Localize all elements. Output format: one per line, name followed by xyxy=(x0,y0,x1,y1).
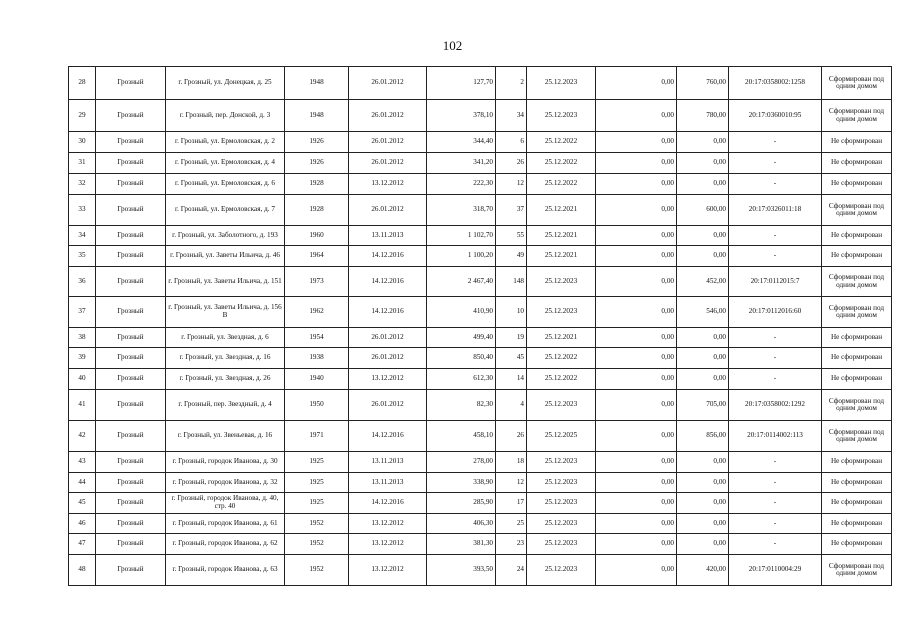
row-number: 45 xyxy=(69,493,96,514)
year-cell: 1960 xyxy=(285,226,349,246)
land-area-cell: 780,00 xyxy=(677,100,729,132)
registration-date-cell: 26.01.2012 xyxy=(349,328,427,348)
cadastral-number-cell: 20:17:0112016:60 xyxy=(729,297,822,328)
land-status-cell: Не сформирован xyxy=(822,132,892,153)
due-date-cell: 25.12.2022 xyxy=(527,174,596,195)
cadastral-number-cell: - xyxy=(729,514,822,534)
cadastral-number-cell: 20:17:0110004:29 xyxy=(729,555,822,586)
value-cell: 0,00 xyxy=(596,267,677,297)
due-date-cell: 25.12.2023 xyxy=(527,267,596,297)
city-cell: Грозный xyxy=(96,369,166,390)
land-area-cell: 0,00 xyxy=(677,246,729,267)
land-status-cell: Сформирован под одним домом xyxy=(822,100,892,132)
area-cell: 410,90 xyxy=(427,297,496,328)
registration-date-cell: 14.12.2016 xyxy=(349,297,427,328)
area-cell: 344,40 xyxy=(427,132,496,153)
value-cell: 0,00 xyxy=(596,390,677,421)
due-date-cell: 25.12.2021 xyxy=(527,195,596,226)
count-cell: 37 xyxy=(496,195,527,226)
value-cell: 0,00 xyxy=(596,369,677,390)
count-cell: 18 xyxy=(496,452,527,473)
due-date-cell: 25.12.2023 xyxy=(527,390,596,421)
count-cell: 23 xyxy=(496,534,527,555)
table-row xyxy=(69,226,892,246)
count-cell: 26 xyxy=(496,153,527,174)
registration-date-cell: 14.12.2016 xyxy=(349,421,427,452)
value-cell: 0,00 xyxy=(596,452,677,473)
cadastral-number-cell: 20:17:0360010:95 xyxy=(729,100,822,132)
row-number: 47 xyxy=(69,534,96,555)
count-cell: 12 xyxy=(496,473,527,493)
registration-date-cell: 13.12.2012 xyxy=(349,514,427,534)
year-cell: 1925 xyxy=(285,493,349,514)
year-cell: 1926 xyxy=(285,132,349,153)
land-status-cell: Сформирован под одним домом xyxy=(822,555,892,586)
area-cell: 499,40 xyxy=(427,328,496,348)
area-cell: 612,30 xyxy=(427,369,496,390)
address-cell: г. Грозный, ул. Ермоловская, д. 6 xyxy=(166,174,285,195)
land-status-cell: Не сформирован xyxy=(822,174,892,195)
count-cell: 45 xyxy=(496,348,527,369)
land-area-cell: 0,00 xyxy=(677,174,729,195)
row-number: 37 xyxy=(69,297,96,328)
table-row xyxy=(69,195,892,226)
address-cell: г. Грозный, ул. Заболотного, д. 193 xyxy=(166,226,285,246)
land-area-cell: 0,00 xyxy=(677,452,729,473)
land-area-cell: 0,00 xyxy=(677,226,729,246)
year-cell: 1940 xyxy=(285,369,349,390)
area-cell: 338,90 xyxy=(427,473,496,493)
housing-registry-table xyxy=(68,66,892,586)
land-area-cell: 0,00 xyxy=(677,473,729,493)
area-cell: 127,70 xyxy=(427,67,496,100)
city-cell: Грозный xyxy=(96,534,166,555)
value-cell: 0,00 xyxy=(596,67,677,100)
count-cell: 24 xyxy=(496,555,527,586)
cadastral-number-cell: - xyxy=(729,452,822,473)
address-cell: г. Грозный, городок Иванова, д. 62 xyxy=(166,534,285,555)
table-row xyxy=(69,100,892,132)
cadastral-number-cell: - xyxy=(729,328,822,348)
value-cell: 0,00 xyxy=(596,153,677,174)
registration-date-cell: 13.12.2012 xyxy=(349,174,427,195)
land-status-cell: Не сформирован xyxy=(822,348,892,369)
city-cell: Грозный xyxy=(96,297,166,328)
land-status-cell: Не сформирован xyxy=(822,473,892,493)
row-number: 28 xyxy=(69,67,96,100)
registration-date-cell: 13.11.2013 xyxy=(349,473,427,493)
area-cell: 341,20 xyxy=(427,153,496,174)
count-cell: 12 xyxy=(496,174,527,195)
land-status-cell: Не сформирован xyxy=(822,534,892,555)
year-cell: 1973 xyxy=(285,267,349,297)
area-cell: 850,40 xyxy=(427,348,496,369)
registration-date-cell: 14.12.2016 xyxy=(349,493,427,514)
address-cell: г. Грозный, ул. Ермоловская, д. 4 xyxy=(166,153,285,174)
table-row xyxy=(69,555,892,586)
table-row xyxy=(69,348,892,369)
count-cell: 55 xyxy=(496,226,527,246)
cadastral-number-cell: 20:17:0326011:18 xyxy=(729,195,822,226)
address-cell: г. Грозный, городок Иванова, д. 61 xyxy=(166,514,285,534)
land-area-cell: 0,00 xyxy=(677,534,729,555)
table-row xyxy=(69,534,892,555)
value-cell: 0,00 xyxy=(596,174,677,195)
row-number: 43 xyxy=(69,452,96,473)
count-cell: 17 xyxy=(496,493,527,514)
cadastral-number-cell: - xyxy=(729,246,822,267)
area-cell: 2 467,40 xyxy=(427,267,496,297)
due-date-cell: 25.12.2023 xyxy=(527,534,596,555)
city-cell: Грозный xyxy=(96,348,166,369)
row-number: 44 xyxy=(69,473,96,493)
cadastral-number-cell: - xyxy=(729,348,822,369)
due-date-cell: 25.12.2021 xyxy=(527,226,596,246)
area-cell: 406,30 xyxy=(427,514,496,534)
city-cell: Грозный xyxy=(96,67,166,100)
due-date-cell: 25.12.2023 xyxy=(527,100,596,132)
count-cell: 49 xyxy=(496,246,527,267)
address-cell: г. Грозный, ул. Ермоловская, д. 2 xyxy=(166,132,285,153)
cadastral-number-cell: - xyxy=(729,369,822,390)
land-area-cell: 0,00 xyxy=(677,493,729,514)
land-area-cell: 0,00 xyxy=(677,369,729,390)
land-status-cell: Сформирован под одним домом xyxy=(822,390,892,421)
city-cell: Грозный xyxy=(96,132,166,153)
due-date-cell: 25.12.2021 xyxy=(527,246,596,267)
cadastral-number-cell: 20:17:0112015:7 xyxy=(729,267,822,297)
city-cell: Грозный xyxy=(96,195,166,226)
address-cell: г. Грозный, городок Иванова, д. 40, стр. 40 xyxy=(166,493,285,514)
area-cell: 285,90 xyxy=(427,493,496,514)
area-cell: 278,00 xyxy=(427,452,496,473)
address-cell: г. Грозный, городок Иванова, д. 30 xyxy=(166,452,285,473)
address-cell: г. Грозный, ул. Заветы Ильича, д. 151 xyxy=(166,267,285,297)
count-cell: 148 xyxy=(496,267,527,297)
city-cell: Грозный xyxy=(96,246,166,267)
value-cell: 0,00 xyxy=(596,421,677,452)
city-cell: Грозный xyxy=(96,390,166,421)
address-cell: г. Грозный, ул. Звездная, д. 26 xyxy=(166,369,285,390)
due-date-cell: 25.12.2023 xyxy=(527,473,596,493)
value-cell: 0,00 xyxy=(596,195,677,226)
table-row xyxy=(69,328,892,348)
year-cell: 1964 xyxy=(285,246,349,267)
land-status-cell: Не сформирован xyxy=(822,369,892,390)
city-cell: Грозный xyxy=(96,267,166,297)
address-cell: г. Грозный, ул. Донецкая, д. 25 xyxy=(166,67,285,100)
count-cell: 34 xyxy=(496,100,527,132)
cadastral-number-cell: - xyxy=(729,226,822,246)
city-cell: Грозный xyxy=(96,174,166,195)
table-row xyxy=(69,174,892,195)
address-cell: г. Грозный, городок Иванова, д. 32 xyxy=(166,473,285,493)
year-cell: 1948 xyxy=(285,100,349,132)
area-cell: 378,10 xyxy=(427,100,496,132)
land-area-cell: 760,00 xyxy=(677,67,729,100)
land-status-cell: Сформирован под одним домом xyxy=(822,67,892,100)
value-cell: 0,00 xyxy=(596,246,677,267)
due-date-cell: 25.12.2023 xyxy=(527,67,596,100)
row-number: 48 xyxy=(69,555,96,586)
land-status-cell: Не сформирован xyxy=(822,452,892,473)
land-status-cell: Не сформирован xyxy=(822,226,892,246)
land-status-cell: Не сформирован xyxy=(822,246,892,267)
due-date-cell: 25.12.2023 xyxy=(527,297,596,328)
year-cell: 1950 xyxy=(285,390,349,421)
land-status-cell: Сформирован под одним домом xyxy=(822,267,892,297)
table-row xyxy=(69,390,892,421)
value-cell: 0,00 xyxy=(596,493,677,514)
due-date-cell: 25.12.2021 xyxy=(527,328,596,348)
registration-date-cell: 13.11.2013 xyxy=(349,452,427,473)
due-date-cell: 25.12.2023 xyxy=(527,514,596,534)
registration-date-cell: 26.01.2012 xyxy=(349,348,427,369)
table-row xyxy=(69,132,892,153)
land-area-cell: 0,00 xyxy=(677,348,729,369)
due-date-cell: 25.12.2023 xyxy=(527,493,596,514)
value-cell: 0,00 xyxy=(596,514,677,534)
due-date-cell: 25.12.2022 xyxy=(527,348,596,369)
table-row xyxy=(69,421,892,452)
year-cell: 1928 xyxy=(285,174,349,195)
count-cell: 26 xyxy=(496,421,527,452)
city-cell: Грозный xyxy=(96,555,166,586)
year-cell: 1971 xyxy=(285,421,349,452)
year-cell: 1952 xyxy=(285,555,349,586)
city-cell: Грозный xyxy=(96,226,166,246)
cadastral-number-cell: 20:17:0358002:1258 xyxy=(729,67,822,100)
row-number: 33 xyxy=(69,195,96,226)
address-cell: г. Грозный, ул. Заветы Ильича, д. 46 xyxy=(166,246,285,267)
year-cell: 1926 xyxy=(285,153,349,174)
table-row xyxy=(69,369,892,390)
land-status-cell: Сформирован под одним домом xyxy=(822,297,892,328)
due-date-cell: 25.12.2022 xyxy=(527,153,596,174)
land-area-cell: 0,00 xyxy=(677,153,729,174)
table-row xyxy=(69,452,892,473)
address-cell: г. Грозный, ул. Заветы Ильича, д. 156 В xyxy=(166,297,285,328)
year-cell: 1962 xyxy=(285,297,349,328)
row-number: 41 xyxy=(69,390,96,421)
land-area-cell: 452,00 xyxy=(677,267,729,297)
land-area-cell: 0,00 xyxy=(677,514,729,534)
cadastral-number-cell: 20:17:0114002:113 xyxy=(729,421,822,452)
row-number: 36 xyxy=(69,267,96,297)
due-date-cell: 25.12.2023 xyxy=(527,452,596,473)
address-cell: г. Грозный, ул. Ермоловская, д. 7 xyxy=(166,195,285,226)
count-cell: 10 xyxy=(496,297,527,328)
count-cell: 4 xyxy=(496,390,527,421)
land-area-cell: 420,00 xyxy=(677,555,729,586)
year-cell: 1954 xyxy=(285,328,349,348)
area-cell: 222,30 xyxy=(427,174,496,195)
land-area-cell: 0,00 xyxy=(677,132,729,153)
land-area-cell: 600,00 xyxy=(677,195,729,226)
land-status-cell: Не сформирован xyxy=(822,328,892,348)
table-row xyxy=(69,473,892,493)
registration-date-cell: 26.01.2012 xyxy=(349,153,427,174)
value-cell: 0,00 xyxy=(596,100,677,132)
land-status-cell: Сформирован под одним домом xyxy=(822,195,892,226)
cadastral-number-cell: - xyxy=(729,153,822,174)
value-cell: 0,00 xyxy=(596,534,677,555)
row-number: 39 xyxy=(69,348,96,369)
cadastral-number-cell: - xyxy=(729,174,822,195)
row-number: 38 xyxy=(69,328,96,348)
area-cell: 82,30 xyxy=(427,390,496,421)
value-cell: 0,00 xyxy=(596,473,677,493)
area-cell: 1 100,20 xyxy=(427,246,496,267)
address-cell: г. Грозный, пер. Донской, д. 3 xyxy=(166,100,285,132)
value-cell: 0,00 xyxy=(596,328,677,348)
city-cell: Грозный xyxy=(96,514,166,534)
registration-date-cell: 26.01.2012 xyxy=(349,67,427,100)
city-cell: Грозный xyxy=(96,493,166,514)
row-number: 40 xyxy=(69,369,96,390)
address-cell: г. Грозный, пер. Звездный, д. 4 xyxy=(166,390,285,421)
count-cell: 25 xyxy=(496,514,527,534)
cadastral-number-cell: 20:17:0358002:1292 xyxy=(729,390,822,421)
registration-date-cell: 14.12.2016 xyxy=(349,267,427,297)
area-cell: 458,10 xyxy=(427,421,496,452)
cadastral-number-cell: - xyxy=(729,534,822,555)
land-area-cell: 705,00 xyxy=(677,390,729,421)
area-cell: 1 102,70 xyxy=(427,226,496,246)
row-number: 42 xyxy=(69,421,96,452)
count-cell: 19 xyxy=(496,328,527,348)
registry-body xyxy=(69,67,892,586)
count-cell: 14 xyxy=(496,369,527,390)
city-cell: Грозный xyxy=(96,452,166,473)
city-cell: Грозный xyxy=(96,421,166,452)
table-row xyxy=(69,514,892,534)
registration-date-cell: 26.01.2012 xyxy=(349,100,427,132)
row-number: 29 xyxy=(69,100,96,132)
registration-date-cell: 13.11.2013 xyxy=(349,226,427,246)
value-cell: 0,00 xyxy=(596,555,677,586)
year-cell: 1925 xyxy=(285,452,349,473)
value-cell: 0,00 xyxy=(596,297,677,328)
land-status-cell: Не сформирован xyxy=(822,153,892,174)
table-row xyxy=(69,493,892,514)
address-cell: г. Грозный, городок Иванова, д. 63 xyxy=(166,555,285,586)
registration-date-cell: 13.12.2012 xyxy=(349,555,427,586)
cadastral-number-cell: - xyxy=(729,473,822,493)
row-number: 34 xyxy=(69,226,96,246)
year-cell: 1938 xyxy=(285,348,349,369)
registration-date-cell: 26.01.2012 xyxy=(349,390,427,421)
due-date-cell: 25.12.2023 xyxy=(527,555,596,586)
table-row xyxy=(69,153,892,174)
value-cell: 0,00 xyxy=(596,348,677,369)
registration-date-cell: 14.12.2016 xyxy=(349,246,427,267)
land-status-cell: Сформирован под одним домом xyxy=(822,421,892,452)
land-status-cell: Не сформирован xyxy=(822,514,892,534)
city-cell: Грозный xyxy=(96,473,166,493)
row-number: 35 xyxy=(69,246,96,267)
year-cell: 1928 xyxy=(285,195,349,226)
due-date-cell: 25.12.2022 xyxy=(527,369,596,390)
city-cell: Грозный xyxy=(96,328,166,348)
address-cell: г. Грозный, ул. Звездная, д. 16 xyxy=(166,348,285,369)
land-area-cell: 856,00 xyxy=(677,421,729,452)
city-cell: Грозный xyxy=(96,100,166,132)
address-cell: г. Грозный, ул. Звездная, д. 6 xyxy=(166,328,285,348)
registration-date-cell: 13.12.2012 xyxy=(349,534,427,555)
table-row xyxy=(69,267,892,297)
year-cell: 1952 xyxy=(285,514,349,534)
value-cell: 0,00 xyxy=(596,226,677,246)
land-area-cell: 546,00 xyxy=(677,297,729,328)
year-cell: 1948 xyxy=(285,67,349,100)
area-cell: 381,30 xyxy=(427,534,496,555)
registration-date-cell: 26.01.2012 xyxy=(349,195,427,226)
land-area-cell: 0,00 xyxy=(677,328,729,348)
row-number: 46 xyxy=(69,514,96,534)
count-cell: 6 xyxy=(496,132,527,153)
table-row xyxy=(69,67,892,100)
city-cell: Грозный xyxy=(96,153,166,174)
table-row xyxy=(69,246,892,267)
row-number: 32 xyxy=(69,174,96,195)
year-cell: 1952 xyxy=(285,534,349,555)
area-cell: 318,70 xyxy=(427,195,496,226)
registration-date-cell: 26.01.2012 xyxy=(349,132,427,153)
cadastral-number-cell: - xyxy=(729,493,822,514)
due-date-cell: 25.12.2022 xyxy=(527,132,596,153)
land-status-cell: Не сформирован xyxy=(822,493,892,514)
due-date-cell: 25.12.2025 xyxy=(527,421,596,452)
value-cell: 0,00 xyxy=(596,132,677,153)
table-row xyxy=(69,297,892,328)
registration-date-cell: 13.12.2012 xyxy=(349,369,427,390)
cadastral-number-cell: - xyxy=(729,132,822,153)
area-cell: 393,50 xyxy=(427,555,496,586)
page-number: 102 xyxy=(442,38,463,53)
count-cell: 2 xyxy=(496,67,527,100)
year-cell: 1925 xyxy=(285,473,349,493)
row-number: 30 xyxy=(69,132,96,153)
address-cell: г. Грозный, ул. Звеньевая, д. 16 xyxy=(166,421,285,452)
row-number: 31 xyxy=(69,153,96,174)
